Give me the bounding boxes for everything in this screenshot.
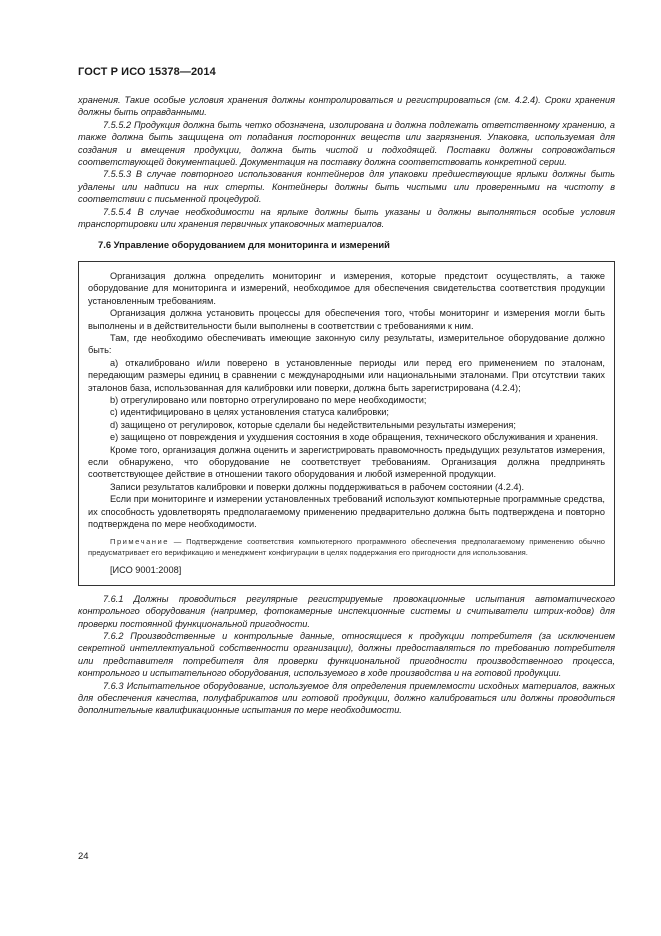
box-list-item-e: e) защищено от повреждения и ухудшения состояния в ходе обращения, технического обслуживания и хранения. xyxy=(110,432,599,443)
after-paragraph-1: 7.6.1 Должны проводиться регулярные регистрируемые провокационные испытания автоматического контрольного оборудования (например, фотокамерные инспекционные системы и считыватели штрих-кодов) для проверки постоянной функциональной пригодности. xyxy=(78,593,615,629)
section-heading: 7.6 Управление оборудованием для мониторинга и измерений xyxy=(98,239,390,251)
box-list-item-a: a) откалибровано и/или поверено в установленные периоды или перед его применением по эталонам, передающим размеры единиц в сравнении с международными или национальными эталонами. При отсутствии таких эталонов база, использованная для калибровки или поверки, должна быть зарегистрирована (4.2.4); xyxy=(88,357,605,393)
intro-paragraph-3: 7.5.5.3 В случае повторного использования контейнеров для упаковки предшествующие ярлыки должны быть удалены или надписи на них стерты. Контейнеры должны быть чистыми или проверенными на чистоту в соответствии с письменной процедурой. xyxy=(78,169,615,205)
box-list-item-d: d) защищено от регулировок, которые сделали бы недействительными результаты измерения; xyxy=(110,419,516,430)
document-header: ГОСТ Р ИСО 15378—2014 xyxy=(78,66,216,78)
intro-paragraph-4: 7.5.5.4 В случае необходимости на ярлыке должны быть указаны и должны выполняться особые условия транспортировки или хранения первичных упаковочных материалов. xyxy=(78,206,615,230)
after-paragraph-2: 7.6.2 Производственные и контрольные данные, относящиеся к продукции потребителя (за исключением секретной интеллектуальной собственности организации), должны предоставляться по требованию потребителя или представителя потребителя для проверки функциональной пригодности производственного процесса, контрольного и испытательного оборудования, используемого в ходе производства и на готовой продукции. xyxy=(78,631,615,679)
box-paragraph-3: Там, где необходимо обеспечивать имеющие законную силу результаты, измерительное оборудование должно быть: xyxy=(88,332,605,356)
iso-quote-box xyxy=(78,261,615,586)
document-body xyxy=(78,94,615,717)
intro-paragraph-2: 7.5.5.2 Продукция должна быть четко обозначена, изолирована и должна подлежать ответственному хранению, а также должна быть защищена от попадания посторонних веществ или загрязнения. Упаковка, используемая для создания и вмещения продукции, должна быть чистой и подходящей. Поставки должны сопровождаться соответствующей документацией. Документация на поставку должна соответствовать конкретной серии. xyxy=(78,119,615,168)
box-paragraph-2: Организация должна установить процессы для обеспечения того, чтобы мониторинг и измерения могли быть выполнены и в действительности были выполнены в соответствии с требованиями к ним. xyxy=(88,308,605,331)
box-list-item-b: b) отрегулировано или повторно отрегулировано по мере необходимости; xyxy=(110,394,427,405)
box-list-item-c: c) идентифицировано в целях установления статуса калибровки; xyxy=(110,407,389,418)
page-number: 24 xyxy=(78,851,89,862)
box-paragraph-1: Организация должна определить мониторинг и измерения, которые предстоит осуществлять, а также оборудование для мониторинга и измерений, необходимое для обеспечения свидетельства соответствия продукции установленным требованиям. xyxy=(88,270,605,306)
note-label: Примечание xyxy=(110,537,169,547)
box-paragraph-5: Записи результатов калибровки и поверки должны поддерживаться в рабочем состоянии (4.2.4). xyxy=(110,481,525,492)
box-paragraph-6: Если при мониторинге и измерении установленных требований используют компьютерные программные средства, их способность удовлетворять предполагаемому применению предварительно должна быть подтверждена и повторно подтверждена по мере необходимости. xyxy=(88,494,605,529)
note-text: — Подтверждение соответствия компьютерного программного обеспечения предполагаемому применению обычно предусматривает его верификацию и менеджмент конфигурации в целях поддержания его пригодности для использования. xyxy=(88,537,605,558)
intro-paragraph-1: хранения. Такие особые условия хранения должны контролироваться и регистрироваться (см. 4.2.4). Сроки хранения должны быть оправданными. xyxy=(78,95,615,118)
box-paragraph-4: Кроме того, организация должна оценить и зарегистрировать правомочность предыдущих результатов измерения, если обнаружено, что оборудование не соответствует требованиям. Организация должна предпринять соответствующее действие в отношении такого оборудования и любой измеренной продукции. xyxy=(88,444,605,480)
box-reference: [ИСО 9001:2008] xyxy=(110,565,182,576)
after-paragraph-3: 7.6.3 Испытательное оборудование, используемое для определения приемлемости исходных материалов, важных для обеспечения качества, полуфабрикатов или готовой продукции, должно калиброваться или должны проводиться дополнительные квалификационные испытания по мере необходимости. xyxy=(78,680,615,716)
box-note xyxy=(88,536,605,558)
